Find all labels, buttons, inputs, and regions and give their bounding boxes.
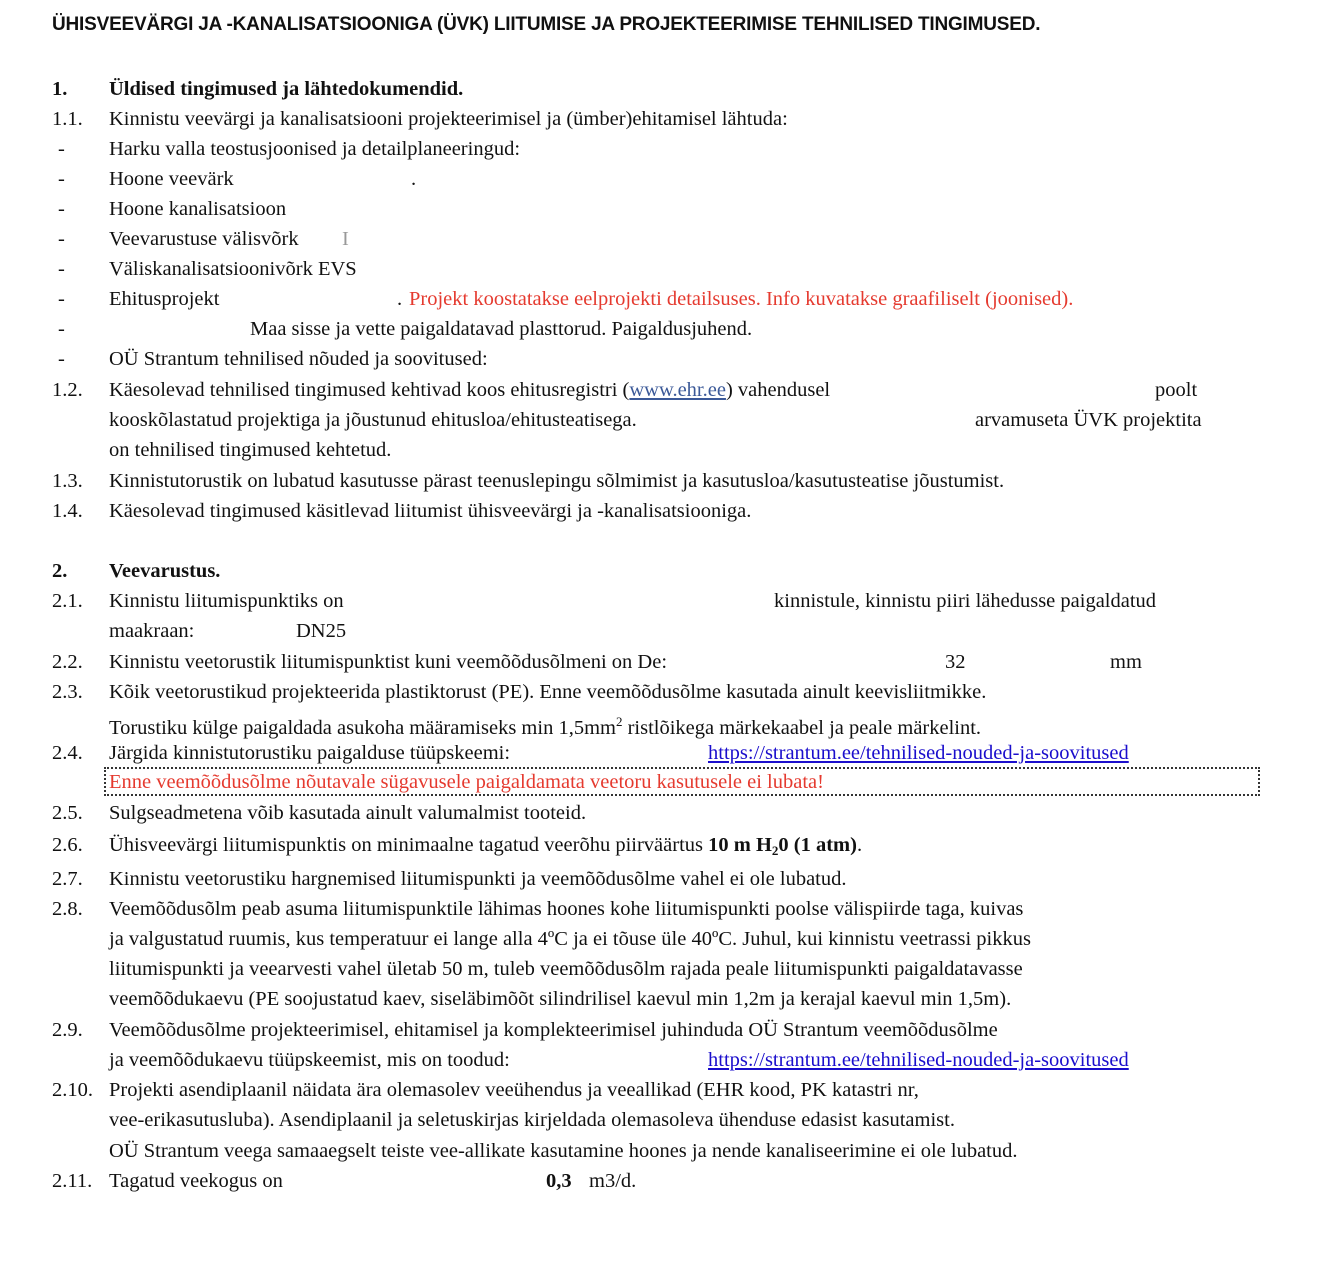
item-text: arvamuseta ÜVK projektita	[975, 409, 1202, 431]
item-number: 2.1.	[52, 590, 83, 612]
bullet-marker: -	[58, 168, 65, 190]
bullet-trail: .	[397, 288, 403, 310]
item-text: Kõik veetorustikud projekteerida plastiktorust (PE). Enne veemõõdusõlme kasutada ainult keevisliitmikke.	[109, 681, 987, 703]
item-text: Kinnistutorustik on lubatud kasutusse pärast teenuslepingu sõlmimist ja kasutusloa/kasutusteatise jõustumist.	[109, 470, 1005, 492]
item-text: Kinnistu veevärgi ja kanalisatsiooni projekteerimisel ja (ümber)ehitamisel lähtuda:	[109, 108, 788, 130]
bullet-text: Hoone veevärk	[109, 168, 234, 190]
red-note: Projekt koostatakse eelprojekti detailsuses. Info kuvatakse graafiliselt (joonised).	[409, 288, 1074, 310]
bullet-marker: -	[58, 348, 65, 370]
item-text: kinnistule, kinnistu piiri lähedusse paigaldatud	[774, 590, 1157, 612]
item-text: veemõõdukaevu (PE soojustatud kaev, siseläbimõõt silindrilisel kaevul min 1,2m ja kerajal kaevul min 1,5m).	[109, 988, 1012, 1010]
item-text: ja veemõõdukaevu tüüpskeemist, mis on toodud:	[109, 1049, 510, 1071]
item-text: Torustiku külge paigaldada asukoha määramiseks min 1,5mm	[109, 717, 616, 739]
item-text: vee-erikasutusluba). Asendiplaanil ja seletuskirjas kirjeldada olemasoleva ühenduse edasist kasutamist.	[109, 1109, 955, 1131]
section-number: 2.	[52, 560, 68, 582]
item-text: Kinnistu veetorustik liitumispunktist kuni veemõõdusõlmeni on De:	[109, 651, 668, 673]
section-title: Veevarustus.	[109, 560, 221, 582]
item-text: Käesolevad tehnilised tingimused kehtivad koos ehitusregistri (	[109, 379, 630, 401]
bullet-marker: -	[58, 288, 65, 310]
pressure-value: 0 (1 atm)	[778, 834, 857, 856]
item-number: 2.8.	[52, 898, 83, 920]
item-text: Veemõõdusõlm peab asuma liitumispunktile lähimas hoones kohe liitumispunkti poolse välispiirde taga, kuivas	[109, 898, 1024, 920]
item-text: Veemõõdusõlme projekteerimisel, ehitamisel ja komplekteerimisel juhinduda OÜ Strantum veemõõdusõlme	[109, 1019, 998, 1041]
pressure-value: 10 m H	[708, 834, 772, 856]
bullet-text: Ehitusprojekt	[109, 288, 220, 310]
item-text: Kinnistu liitumispunktiks on	[109, 590, 344, 612]
bullet-marker: -	[58, 198, 65, 220]
item-number: 2.4.	[52, 742, 83, 764]
item-text: ) vahendusel	[725, 379, 831, 401]
document-title: ÜHISVEEVÄRGI JA -KANALISATSIOONIGA (ÜVK) LIITUMISE JA PROJEKTEERIMISE TEHNILISED TINGIMUSED.	[52, 14, 1041, 35]
item-number: 2.9.	[52, 1019, 83, 1041]
strantum-link[interactable]: https://strantum.ee/tehnilised-nouded-ja-soovitused	[708, 742, 1129, 764]
item-text: on tehnilised tingimused kehtetud.	[109, 439, 392, 461]
item-text: maakraan:	[109, 620, 195, 642]
item-text: Käesolevad tingimused käsitlevad liitumist ühisveevärgi ja -kanalisatsiooniga.	[109, 500, 752, 522]
bullet-marker: -	[58, 228, 65, 250]
bullet-trail: .	[411, 168, 417, 190]
item-number: 2.10.	[52, 1079, 93, 1101]
item-number: 2.7.	[52, 868, 83, 890]
subscript: 2	[771, 843, 779, 858]
item-text: kooskõlastatud projektiga ja jõustunud ehitusloa/ehitusteatisega.	[109, 409, 637, 431]
diameter-value: 32	[945, 651, 966, 673]
bullet-marker: -	[58, 138, 65, 160]
bullet-marker: -	[58, 318, 65, 340]
section-number: 1.	[52, 78, 68, 100]
item-text: Kinnistu veetorustiku hargnemised liitumispunkti ja veemõõdusõlme vahel ei ole lubatud.	[109, 868, 847, 890]
bullet-text: Hoone kanalisatsioon	[109, 198, 287, 220]
diameter-unit: mm	[1110, 651, 1142, 673]
item-number: 2.6.	[52, 834, 83, 856]
item-text: ristlõikega märkekaabel ja peale märkelint.	[622, 717, 982, 739]
strantum-link[interactable]: https://strantum.ee/tehnilised-nouded-ja-soovitused	[708, 1049, 1129, 1071]
item-text: liitumispunkti ja veearvesti vahel ületab 50 m, tuleb veemõõdusõlm rajada peale liitumispunkti paigaldatavasse	[109, 958, 1023, 980]
bullet-marker: -	[58, 258, 65, 280]
item-text: poolt	[1155, 379, 1198, 401]
pipe-size-value: DN25	[296, 620, 347, 642]
bullet-text: Harku valla teostusjoonised ja detailplaneeringud:	[109, 138, 521, 160]
item-number: 2.3.	[52, 681, 83, 703]
item-text: ja valgustatud ruumis, kus temperatuur ei lange alla 4ºC ja ei tõuse üle 40ºC. Juhul, kui kinnistu veetrassi pikkus	[109, 928, 1031, 950]
ehr-link[interactable]: www.ehr.ee	[629, 379, 726, 401]
item-text: OÜ Strantum veega samaaegselt teiste vee-allikate kasutamine hoones ja nende kanaliseerimine ei ole lubatud.	[109, 1140, 1018, 1162]
bullet-text: Maa sisse ja vette paigaldatavad plasttorud. Paigaldusjuhend.	[250, 318, 753, 340]
item-text: Projekti asendiplaanil näidata ära olemasolev veeühendus ja veeallikad (EHR kood, PK katastri nr,	[109, 1079, 919, 1101]
water-quantity-unit: m3/d.	[589, 1170, 637, 1192]
bullet-trail: I	[342, 228, 349, 250]
section-title: Üldised tingimused ja lähtedokumendid.	[109, 78, 464, 100]
item-number: 1.1.	[52, 108, 83, 130]
bullet-text: Veevarustuse välisvõrk	[109, 228, 299, 250]
warning-text: Enne veemõõdusõlme nõutavale sügavusele paigaldamata veetoru kasutusele ei lubata!	[109, 771, 824, 793]
water-quantity-value: 0,3	[546, 1170, 572, 1192]
item-text: Ühisveevärgi liitumispunktis on minimaalne tagatud veerõhu piirväärtus	[109, 834, 709, 856]
item-text: Järgida kinnistutorustiku paigalduse tüüpskeemi:	[109, 742, 511, 764]
item-number: 2.11.	[52, 1170, 93, 1192]
item-number: 2.5.	[52, 802, 83, 824]
item-text: .	[856, 834, 863, 856]
item-text: Tagatud veekogus on	[109, 1170, 283, 1192]
item-number: 1.3.	[52, 470, 83, 492]
bullet-text: OÜ Strantum tehnilised nõuded ja soovitused:	[109, 348, 488, 370]
item-text: Sulgseadmetena võib kasutada ainult valumalmist tooteid.	[109, 802, 587, 824]
superscript: 2	[615, 714, 623, 729]
bullet-text: Väliskanalisatsioonivõrk EVS	[109, 258, 357, 280]
item-number: 1.4.	[52, 500, 83, 522]
item-number: 2.2.	[52, 651, 83, 673]
item-number: 1.2.	[52, 379, 83, 401]
